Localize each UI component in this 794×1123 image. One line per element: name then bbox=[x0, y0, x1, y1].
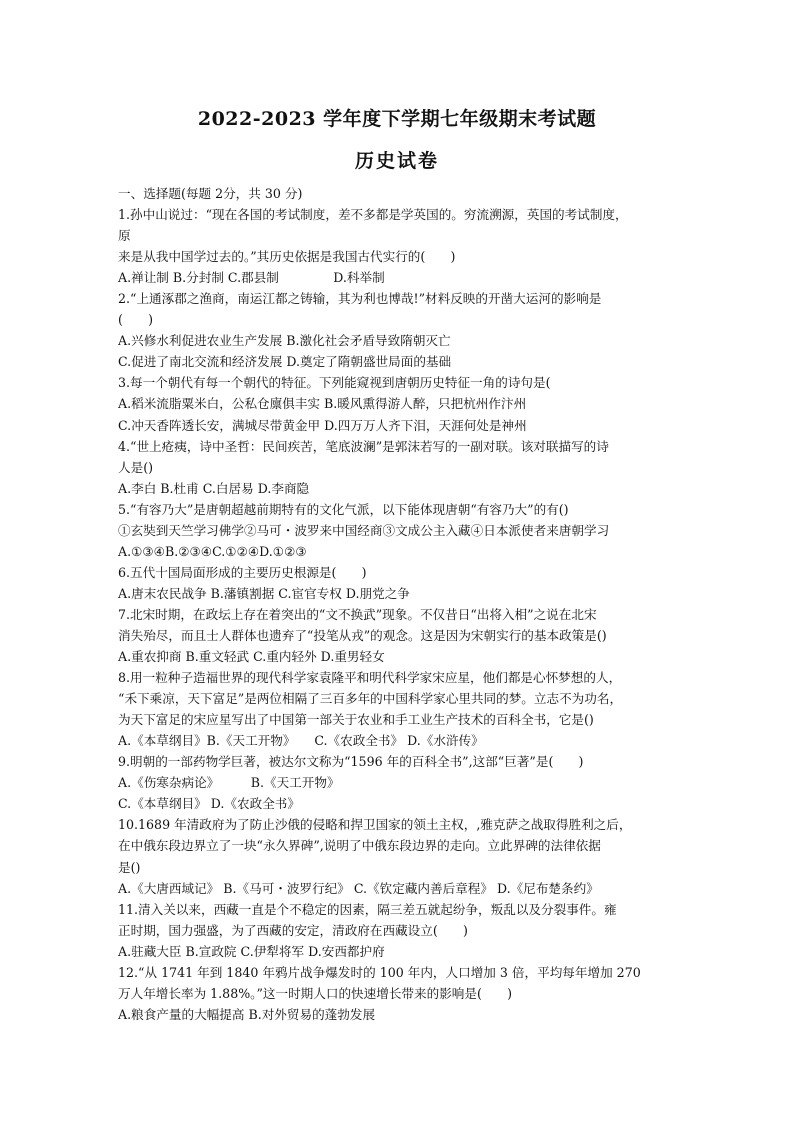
text-line: A.《伤寒杂病论》 B.《天工开物》 bbox=[118, 775, 340, 791]
text-line: 11.清入关以来，西藏一直是个不稳定的因素，隔三差五就起纷争，叛乱以及分裂事件。雍 bbox=[118, 901, 617, 917]
text-line: A.驻藏大臣 B.宣政院 C.伊犁将军 D.安西都护府 bbox=[118, 943, 385, 959]
question-body bbox=[118, 183, 678, 1025]
text-line: 原 bbox=[118, 228, 131, 244]
text-line: 来是从我中国学过去的。”其历史依据是我国古代实行的( ) bbox=[118, 249, 456, 265]
text-line: 万人年增长率为 1.88%。”这一时期人口的快速增长带来的影响是( ) bbox=[118, 985, 513, 1001]
text-line: A.唐末农民战争 B.藩镇割据 C.宦官专权 D.朋党之争 bbox=[118, 585, 410, 601]
text-line: 1.孙中山说过：“现在各国的考试制度，差不多都是学英国的。穷流溯源，英国的考试制度， bbox=[118, 207, 628, 223]
text-line: 6.五代十国局面形成的主要历史根源是( ) bbox=[118, 564, 367, 580]
text-line: A.兴修水利促进农业生产发展 B.激化社会矛盾导致隋朝灭亡 bbox=[118, 333, 451, 349]
text-line: 正时期，国力强盛，为了西藏的安定，清政府在西藏设立( ) bbox=[118, 922, 468, 938]
text-line: 消失殆尽，而且士人群体也遗弃了“投笔从戎”的观念。这是因为宋朝实行的基本政策是() bbox=[118, 627, 607, 643]
exam-title: 2022-2023 学年度下学期七年级期末考试题 bbox=[197, 108, 597, 130]
text-line: 8.用一粒种子造福世界的现代科学家袁隆平和明代科学家宋应星，他们都是心怀梦想的人， bbox=[118, 670, 622, 686]
text-line: A.《本草纲目》B.《天工开物》 C.《农政全书》 D.《水浒传》 bbox=[118, 733, 484, 749]
text-line: 人是() bbox=[118, 459, 154, 475]
text-line: A.《大唐西域记》 B.《马可・波罗行纪》 C.《钦定藏内善后章程》 D.《尼布楚条约》 bbox=[118, 880, 599, 896]
text-line: A.重农抑商 B.重文轻武 C.重内轻外 D.重男轻女 bbox=[118, 649, 385, 665]
text-line: ①玄奘到天竺学习佛学②马可・波罗来中国经商③文成公主入藏④日本派使者来唐朝学习 bbox=[118, 522, 610, 538]
text-line: 4.“世上疮痍，诗中圣哲：民间疾苦，笔底波澜”是郭沫若写的一副对联。该对联描写的诗 bbox=[118, 438, 609, 454]
text-line: 是() bbox=[118, 859, 141, 875]
text-line: 在中俄东段边界立了一块“永久界碑”,说明了中俄东段边界的走向。立此界碑的法律依据 bbox=[118, 838, 601, 854]
exam-subtitle: 历史试卷 bbox=[354, 150, 439, 172]
text-line: A.李白 B.杜甫 C.白居易 D.李商隐 bbox=[118, 480, 310, 496]
text-line: 为天下富足的宋应星写出了中国第一部关于农业和手工业生产技术的百科全书，它是() bbox=[118, 712, 594, 728]
text-line: 5.“有容乃大”是唐朝超越前期特有的文化气派，以下能体现唐朝“有容乃大”的有() bbox=[118, 501, 569, 517]
text-line: ( ) bbox=[118, 312, 154, 328]
text-line: 3.每一个朝代有每一个朝代的特征。下列能窥视到唐朝历史特征一角的诗句是( bbox=[118, 375, 551, 391]
text-line: 12.“从 1741 年到 1840 年鸦片战争爆发时的 100 年内，人口增加 3 倍，平均每年增加 270 bbox=[118, 964, 641, 980]
text-line: 10.1689 年清政府为了防止沙俄的侵略和捍卫国家的领土主权，,雅克萨之战取得胜利之后， bbox=[118, 817, 632, 833]
text-line: C.冲天香阵透长安，满城尽带黄金甲 D.四万万人齐下泪，天涯何处是神州 bbox=[118, 417, 527, 433]
text-line: 一、选择题(每题 2分，共 30 分) bbox=[118, 186, 303, 201]
text-line: 2.“上通涿郡之渔商，南运江都之铸输，其为利也博哉!”材料反映的开凿大运河的影响是 bbox=[118, 291, 602, 307]
text-line: C.《本草纲目》 D.《农政全书》 bbox=[118, 796, 300, 812]
text-line: 9.明朝的一部药物学巨著，被达尔文称为“1596 年的百科全书”,这部“巨著”是( ) bbox=[118, 754, 584, 770]
text-line: A.禅让制 B.分封制 C.郡县制 D.科举制 bbox=[118, 270, 385, 286]
text-line: A.稻米流脂粟米白，公私仓廪俱丰实 B.暖风熏得游人醉，只把杭州作汴州 bbox=[118, 396, 527, 412]
text-line: “禾下乘凉，天下富足”是两位相隔了三百多年的中国科学家心里共同的梦。立志不为功名， bbox=[118, 691, 623, 707]
text-line: A.①③④B.②③④C.①②④D.①②③ bbox=[118, 543, 307, 559]
text-line: C.促进了南北交流和经济发展 D.奠定了隋朝盛世局面的基础 bbox=[118, 354, 452, 370]
text-line: A.粮食产量的大幅提高 B.对外贸易的蓬勃发展 bbox=[118, 1006, 376, 1022]
text-line: 7.北宋时期，在政坛上存在着突出的“文不换武”现象。不仅昔日“出将入相”之说在北宋 bbox=[118, 606, 597, 622]
